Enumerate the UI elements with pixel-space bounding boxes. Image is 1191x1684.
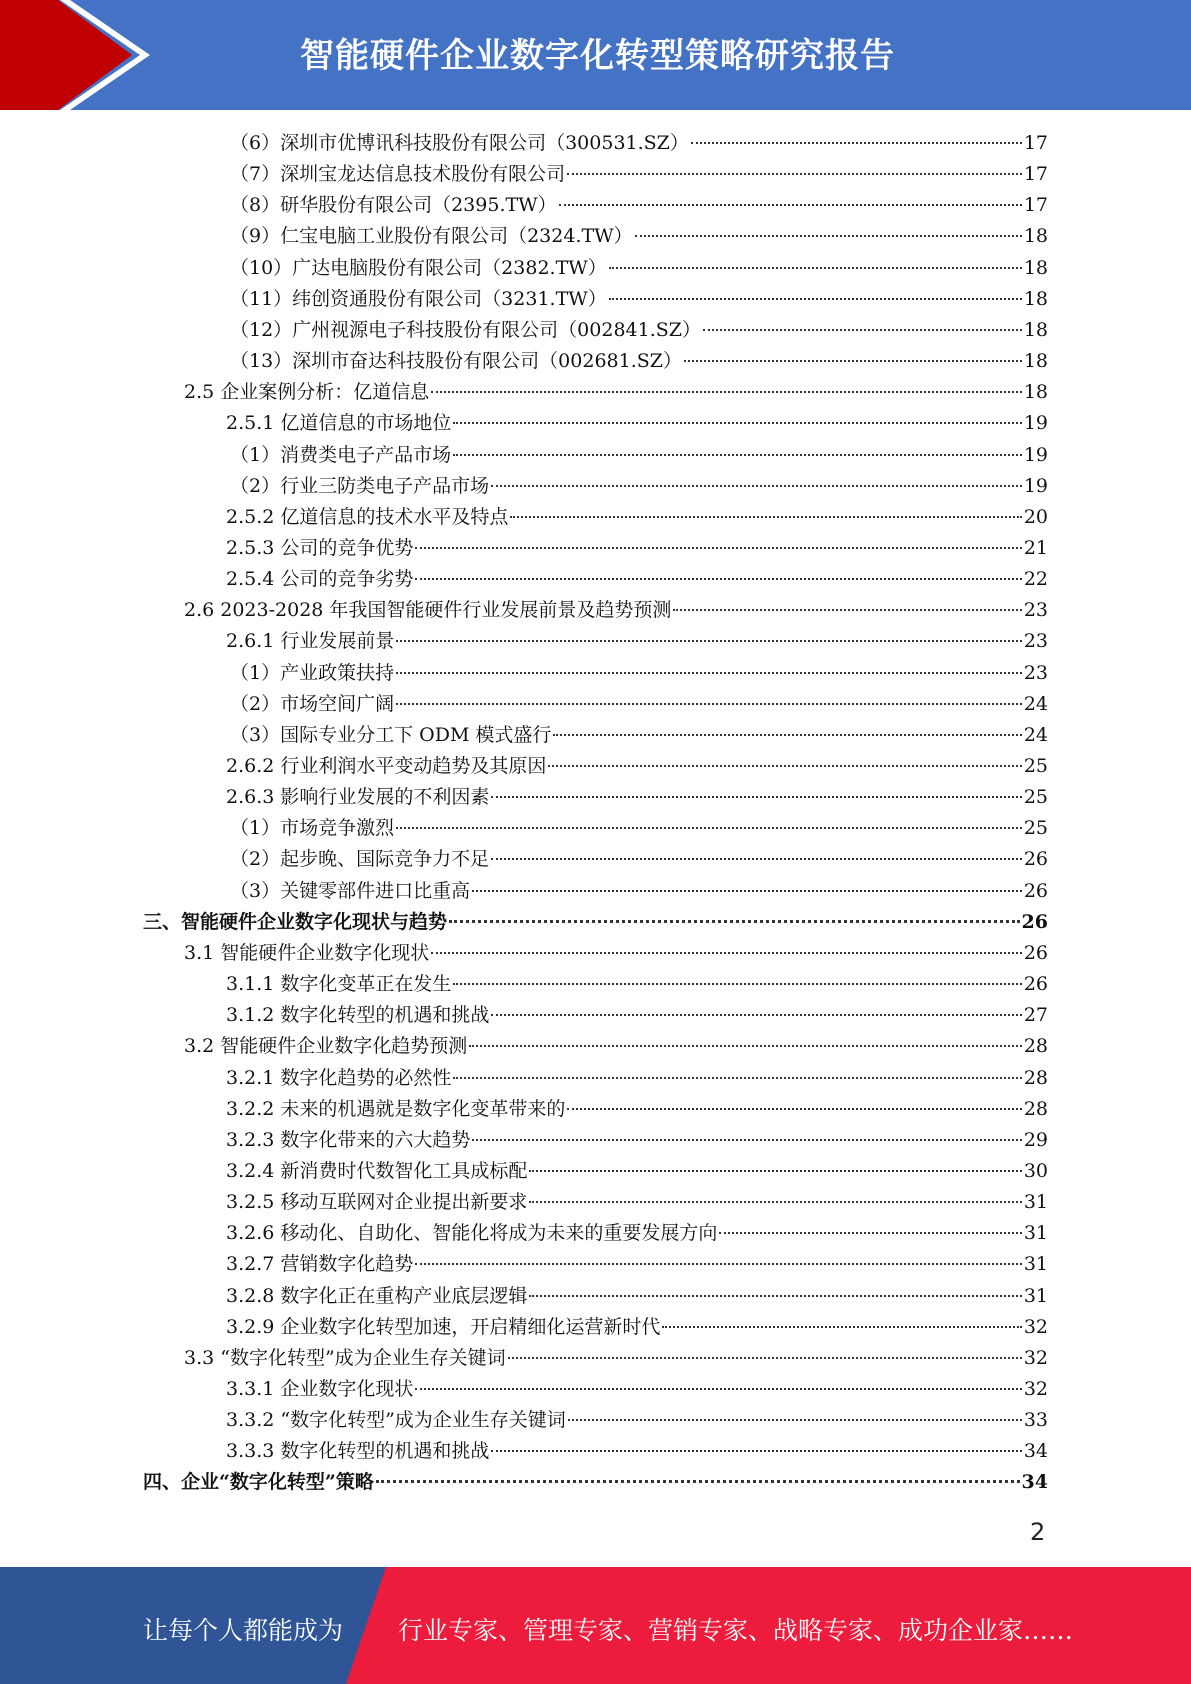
toc-entry[interactable]	[226, 751, 1048, 782]
toc-entry[interactable]	[230, 658, 1048, 689]
toc-entry-page: 34	[1021, 1471, 1048, 1494]
toc-dot-leader	[719, 1232, 1021, 1234]
toc-entry[interactable]	[226, 408, 1048, 439]
toc-entry-page: 25	[1023, 786, 1048, 809]
toc-entry-title: 3.2 智能硬件企业数字化趋势预测	[184, 1035, 468, 1058]
toc-dot-leader	[491, 485, 1022, 487]
toc-entry[interactable]	[230, 190, 1048, 221]
toc-entry-title: 2.6.1 行业发展前景	[226, 630, 395, 653]
toc-entry[interactable]	[230, 720, 1048, 751]
toc-dot-leader	[396, 827, 1022, 829]
toc-dot-leader	[472, 1139, 1021, 1141]
toc-dot-leader	[609, 298, 1022, 300]
toc-entry-page: 32	[1023, 1315, 1048, 1338]
toc-entry-page: 25	[1023, 755, 1048, 777]
toc-entry[interactable]	[226, 502, 1048, 533]
toc-entry-page: 23	[1023, 599, 1048, 622]
toc-entry-page: 28	[1023, 1035, 1048, 1058]
toc-entry-page: 24	[1023, 692, 1048, 715]
toc-dot-leader	[431, 952, 1022, 954]
toc-entry-page: 18	[1023, 318, 1048, 341]
toc-entry-page: 25	[1023, 817, 1048, 840]
toc-dot-leader	[673, 609, 1021, 611]
toc-dot-leader	[703, 329, 1022, 331]
toc-entry-title: 3.3.1 企业数字化现状	[226, 1378, 414, 1400]
toc-entry-title: （1）市场竞争激烈	[230, 817, 395, 840]
toc-entry-title: （8）研华股份有限公司（2395.TW）	[230, 194, 557, 217]
page-header	[0, 0, 1191, 110]
toc-dot-leader	[529, 1201, 1021, 1203]
toc-entry-title: 3.2.8 数字化正在重构产业底层逻辑	[226, 1284, 528, 1307]
toc-entry-title: （2）市场空间广阔	[230, 692, 395, 715]
toc-dot-leader	[415, 578, 1021, 580]
toc-entry[interactable]	[143, 907, 1048, 938]
toc-entry-title: （3）国际专业分工下 ODM 模式盛行	[230, 723, 552, 746]
toc-entry[interactable]	[230, 346, 1048, 377]
toc-entry-title: （3）关键零部件进口比重高	[230, 879, 471, 902]
toc-entry-title: 3.2.9 企业数字化转型加速，开启精细化运营新时代	[226, 1315, 661, 1338]
toc-entry-page: 17	[1023, 163, 1048, 186]
toc-entry-page: 31	[1023, 1253, 1048, 1276]
header-arrow-logo-icon	[0, 0, 160, 110]
toc-dot-leader	[453, 422, 1021, 424]
toc-entry-title: 2.5.1 亿道信息的市场地位	[226, 412, 452, 435]
toc-entry[interactable]	[184, 377, 1048, 408]
toc-entry[interactable]	[226, 626, 1048, 657]
toc-entry-page: 23	[1023, 661, 1048, 684]
toc-entry[interactable]	[230, 315, 1048, 346]
toc-entry-title: （12）广州视源电子科技股份有限公司（002841.SZ）	[230, 318, 701, 341]
toc-entry-title: 2.6 2023-2028 年我国智能硬件行业发展前景及趋势预测	[184, 599, 672, 622]
toc-entry[interactable]	[230, 440, 1048, 471]
toc-entry[interactable]	[226, 1218, 1048, 1249]
toc-dot-leader	[472, 890, 1022, 892]
toc-entry-page: 24	[1023, 723, 1048, 746]
toc-entry-title: （1）产业政策扶持	[230, 661, 395, 684]
toc-entry[interactable]	[226, 1436, 1048, 1467]
toc-entry-page: 18	[1023, 350, 1048, 373]
toc-entry-page: 18	[1023, 287, 1048, 310]
toc-dot-leader	[449, 920, 1020, 923]
toc-entry[interactable]	[230, 221, 1048, 252]
toc-entry[interactable]	[226, 1187, 1048, 1218]
toc-entry-page: 26	[1023, 848, 1048, 871]
toc-dot-leader	[529, 1295, 1021, 1297]
toc-entry-page: 22	[1023, 568, 1048, 591]
toc-entry-page: 19	[1023, 443, 1048, 466]
toc-entry-title: 3.1.2 数字化转型的机遇和挑战	[226, 1004, 490, 1027]
toc-dot-leader	[396, 703, 1022, 705]
toc-entry[interactable]	[184, 938, 1048, 969]
toc-entry[interactable]	[226, 564, 1048, 595]
toc-dot-leader	[691, 142, 1022, 144]
toc-entry-page: 18	[1023, 225, 1048, 248]
toc-entry-page: 31	[1023, 1284, 1048, 1307]
toc-entry-title: （9）仁宝电脑工业股份有限公司（2324.TW）	[230, 225, 633, 248]
toc-entry-title: （10）广达电脑股份有限公司（2382.TW）	[230, 256, 607, 279]
toc-entry-title: 3.2.7 营销数字化趋势	[226, 1253, 414, 1276]
toc-dot-leader	[376, 1480, 1020, 1483]
toc-entry-page: 32	[1023, 1346, 1048, 1369]
toc-dot-leader	[548, 765, 1021, 767]
toc-dot-leader	[453, 454, 1022, 456]
toc-entry-title: 3.3.2 “数字化转型”成为企业生存关键词	[226, 1409, 566, 1432]
toc-entry-page: 31	[1023, 1222, 1048, 1245]
toc-entry-title: 2.5.3 公司的竞争优势	[226, 536, 414, 559]
toc-entry-title: （11）纬创资通股份有限公司（3231.TW）	[230, 287, 607, 310]
toc-entry-page: 23	[1023, 630, 1048, 653]
toc-entry[interactable]	[184, 1343, 1048, 1374]
toc-entry-page: 28	[1023, 1097, 1048, 1120]
toc-entry[interactable]	[226, 1063, 1048, 1094]
toc-entry-title: 3.2.3 数字化带来的六大趋势	[226, 1128, 471, 1151]
toc-entry-title: 2.5 企业案例分析：亿道信息	[184, 381, 430, 404]
toc-dot-leader	[453, 983, 1021, 985]
toc-dot-leader	[453, 1077, 1021, 1079]
toc-dot-leader	[431, 391, 1022, 393]
toc-entry-title: 3.3 “数字化转型”成为企业生存关键词	[184, 1346, 506, 1369]
toc-entry-page: 19	[1023, 412, 1048, 435]
toc-entry-title: 2.5.4 公司的竞争劣势	[226, 568, 414, 591]
toc-entry[interactable]	[226, 1094, 1048, 1125]
toc-entry[interactable]	[230, 159, 1048, 190]
toc-dot-leader	[469, 1045, 1022, 1047]
toc-entry-page: 34	[1023, 1440, 1048, 1463]
page-footer	[0, 1567, 1191, 1684]
toc-entry[interactable]	[226, 782, 1048, 813]
toc-entry-title: （7）深圳宝龙达信息技术股份有限公司	[230, 163, 566, 186]
toc-entry-page: 17	[1023, 132, 1048, 154]
toc-entry-page: 19	[1023, 474, 1048, 497]
toc-entry-title: 3.1.1 数字化变革正在发生	[226, 973, 452, 996]
toc-dot-leader	[567, 1108, 1021, 1110]
toc-entry-title: 2.5.2 亿道信息的技术水平及特点	[226, 505, 509, 528]
toc-dot-leader	[553, 734, 1021, 736]
toc-dot-leader	[684, 360, 1022, 362]
toc-entry-page: 30	[1023, 1159, 1048, 1182]
toc-dot-leader	[510, 516, 1021, 518]
toc-entry-title: 3.2.5 移动互联网对企业提出新要求	[226, 1191, 528, 1214]
toc-entry-page: 17	[1023, 194, 1048, 217]
toc-entry-page: 26	[1023, 973, 1048, 996]
toc-entry[interactable]	[184, 1031, 1048, 1062]
toc-entry[interactable]	[226, 1249, 1048, 1280]
toc-dot-leader	[491, 796, 1021, 798]
toc-entry[interactable]	[226, 1125, 1048, 1156]
toc-dot-leader	[491, 858, 1022, 860]
toc-entry-title: 四、企业“数字化转型”策略	[143, 1471, 374, 1494]
toc-entry[interactable]	[226, 1312, 1048, 1343]
toc-dot-leader	[491, 1014, 1021, 1016]
toc-dot-leader	[396, 672, 1022, 674]
toc-entry-title: 2.6.3 影响行业发展的不利因素	[226, 786, 490, 809]
toc-entry-page: 28	[1023, 1066, 1048, 1089]
toc-entry-page: 26	[1021, 910, 1048, 933]
toc-entry-page: 29	[1023, 1128, 1048, 1151]
toc-entry[interactable]	[230, 253, 1048, 284]
toc-entry[interactable]	[230, 284, 1048, 315]
toc-dot-leader	[415, 547, 1021, 549]
toc-entry-page: 31	[1023, 1191, 1048, 1214]
footer-slogan-left: 让每个人都能成为	[143, 1616, 344, 1645]
page-number: 2	[1030, 1518, 1046, 1546]
toc-entry-title: （2）行业三防类电子产品市场	[230, 474, 490, 497]
toc-dot-leader	[662, 1326, 1021, 1328]
toc-dot-leader	[568, 1419, 1022, 1421]
toc-entry-title: （2）起步晚、国际竞争力不足	[230, 848, 490, 871]
toc-entry[interactable]	[230, 876, 1048, 907]
toc-dot-leader	[559, 204, 1022, 206]
toc-entry[interactable]	[230, 689, 1048, 720]
document-title: 智能硬件企业数字化转型策略研究报告	[300, 36, 895, 76]
toc-entry[interactable]	[143, 1467, 1048, 1498]
toc-entry[interactable]	[226, 1405, 1048, 1436]
toc-entry-title: （6）深圳市优博讯科技股份有限公司（300531.SZ）	[230, 132, 689, 154]
toc-entry-page: 33	[1023, 1409, 1048, 1432]
toc-entry-title: （13）深圳市奋达科技股份有限公司（002681.SZ）	[230, 350, 682, 373]
toc-dot-leader	[415, 1263, 1021, 1265]
toc-entry[interactable]	[184, 595, 1048, 626]
toc-entry-title: （1）消费类电子产品市场	[230, 443, 452, 466]
toc-entry-page: 21	[1023, 536, 1048, 559]
toc-entry[interactable]	[226, 533, 1048, 564]
toc-entry-title: 3.2.4 新消费时代数智化工具成标配	[226, 1159, 528, 1182]
toc-entry[interactable]	[230, 128, 1048, 159]
toc-dot-leader	[396, 640, 1021, 642]
toc-entry-title: 3.2.6 移动化、自助化、智能化将成为未来的重要发展方向	[226, 1222, 718, 1245]
toc-entry-page: 27	[1023, 1004, 1048, 1027]
toc-dot-leader	[415, 1388, 1021, 1390]
toc-entry[interactable]	[226, 1000, 1048, 1031]
toc-entry-title: 3.2.2 未来的机遇就是数字化变革带来的	[226, 1097, 566, 1120]
toc-dot-leader	[635, 235, 1022, 237]
toc-entry-page: 32	[1023, 1378, 1048, 1400]
toc-dot-leader	[567, 173, 1022, 175]
toc-entry-title: 3.1 智能硬件企业数字化现状	[184, 941, 430, 964]
toc-entry[interactable]	[230, 813, 1048, 844]
footer-slogan-right: 行业专家、管理专家、营销专家、战略专家、成功企业家……	[398, 1616, 1074, 1645]
toc-dot-leader	[508, 1357, 1022, 1359]
toc-entry-title: 2.6.2 行业利润水平变动趋势及其原因	[226, 755, 547, 777]
toc-entry-title: 3.2.1 数字化趋势的必然性	[226, 1066, 452, 1089]
toc-entry-title: 三、智能硬件企业数字化现状与趋势	[143, 910, 448, 933]
toc-dot-leader	[609, 267, 1022, 269]
toc-dot-leader	[529, 1170, 1021, 1172]
toc-entry[interactable]	[226, 1374, 1048, 1405]
toc-entry-page: 20	[1023, 505, 1048, 528]
toc-entry-page: 26	[1023, 941, 1048, 964]
toc-entry[interactable]	[226, 1281, 1048, 1312]
toc-dot-leader	[491, 1450, 1021, 1452]
toc-entry[interactable]	[226, 969, 1048, 1000]
toc-entry[interactable]	[230, 844, 1048, 875]
toc-entry-title: 3.3.3 数字化转型的机遇和挑战	[226, 1440, 490, 1463]
toc-entry-page: 18	[1023, 256, 1048, 279]
toc-entry-page: 18	[1023, 381, 1048, 404]
toc-entry-page: 26	[1023, 879, 1048, 902]
toc-entry[interactable]	[230, 471, 1048, 502]
toc-entry[interactable]	[226, 1156, 1048, 1187]
